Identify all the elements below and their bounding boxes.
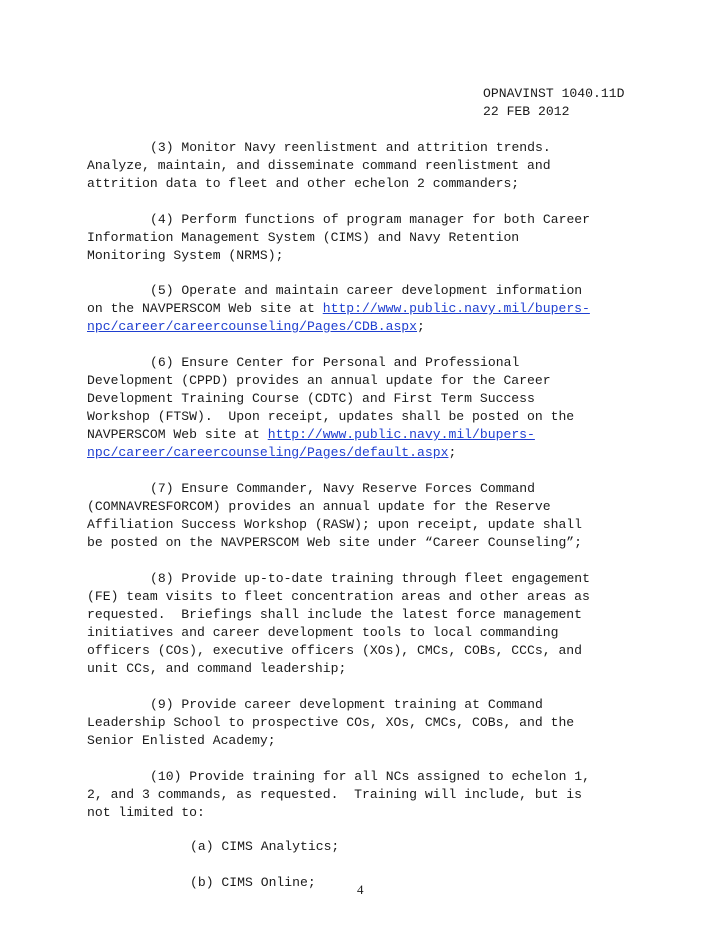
instruction-number: OPNAVINST 1040.11D xyxy=(483,86,625,101)
para-8-line-4: initiatives and career development tools to local commanding xyxy=(87,625,559,640)
para-7-line-4: be posted on the NAVPERSCOM Web site under “Career Counseling”; xyxy=(87,535,583,550)
para-6-line-6 xyxy=(87,444,456,462)
para-6-line-5-text: NAVPERSCOM Web site at xyxy=(87,427,268,442)
para-5-line-2 xyxy=(87,300,590,318)
para-8-line-1: (8) Provide up-to-date training through fleet engagement xyxy=(150,571,591,586)
para-5-line-3-end: ; xyxy=(417,319,425,334)
cdb-link-part-2[interactable]: npc/career/careercounseling/Pages/CDB.aspx xyxy=(87,319,418,334)
para-8-line-3: requested. Briefings shall include the latest force management xyxy=(87,607,583,622)
para-6-line-5 xyxy=(87,426,535,444)
para-5-line-3 xyxy=(87,318,425,336)
para-8-line-2: (FE) team visits to fleet concentration areas and other areas as xyxy=(87,589,590,604)
para-10-line-3: not limited to: xyxy=(87,805,205,820)
para-6-line-1: (6) Ensure Center for Personal and Professional xyxy=(150,355,520,370)
para-9-line-2: Leadership School to prospective COs, XOs, CMCs, COBs, and the xyxy=(87,715,575,730)
para-10-line-1: (10) Provide training for all NCs assigned to echelon 1, xyxy=(150,769,591,784)
para-7-line-2: (COMNAVRESFORCOM) provides an annual update for the Reserve xyxy=(87,499,551,514)
cdb-link-part-1[interactable]: http://www.public.navy.mil/bupers- xyxy=(322,301,590,316)
para-4-line-1: (4) Perform functions of program manager for both Career xyxy=(150,212,591,227)
para-5-line-2-text: on the NAVPERSCOM Web site at xyxy=(87,301,323,316)
para-3-line-2: Analyze, maintain, and disseminate command reenlistment and xyxy=(87,158,551,173)
para-5-line-1: (5) Operate and maintain career development information xyxy=(150,283,583,298)
page-number: 4 xyxy=(357,882,364,897)
para-6-line-3: Development Training Course (CDTC) and First Term Success xyxy=(87,391,535,406)
career-counseling-link-part-2[interactable]: npc/career/careercounseling/Pages/default.aspx xyxy=(87,445,449,460)
career-counseling-link-part-1[interactable]: http://www.public.navy.mil/bupers- xyxy=(267,427,535,442)
para-9-line-1: (9) Provide career development training at Command xyxy=(150,697,543,712)
para-10-line-2: 2, and 3 commands, as requested. Training will include, but is xyxy=(87,787,583,802)
sub-item-a: (a) CIMS Analytics; xyxy=(190,839,340,854)
para-9-line-3: Senior Enlisted Academy; xyxy=(87,733,276,748)
para-3-line-3: attrition data to fleet and other echelon 2 commanders; xyxy=(87,176,520,191)
para-7-line-1: (7) Ensure Commander, Navy Reserve Forces Command xyxy=(150,481,536,496)
para-8-line-5: officers (COs), executive officers (XOs), CMCs, COBs, CCCs, and xyxy=(87,643,583,658)
para-6-line-4: Workshop (FTSW). Upon receipt, updates shall be posted on the xyxy=(87,409,575,424)
para-3-line-1: (3) Monitor Navy reenlistment and attrition trends. xyxy=(150,140,551,155)
sub-item-b: (b) CIMS Online; xyxy=(190,875,316,890)
para-7-line-3: Affiliation Success Workshop (RASW); upon receipt, update shall xyxy=(87,517,583,532)
para-4-line-2: Information Management System (CIMS) and Navy Retention xyxy=(87,230,520,245)
para-4-line-3: Monitoring System (NRMS); xyxy=(87,248,284,263)
para-6-line-6-end: ; xyxy=(448,445,457,460)
document-date: 22 FEB 2012 xyxy=(483,104,570,119)
para-6-line-2: Development (CPPD) provides an annual update for the Career xyxy=(87,373,551,388)
para-8-line-6: unit CCs, and command leadership; xyxy=(87,661,347,676)
